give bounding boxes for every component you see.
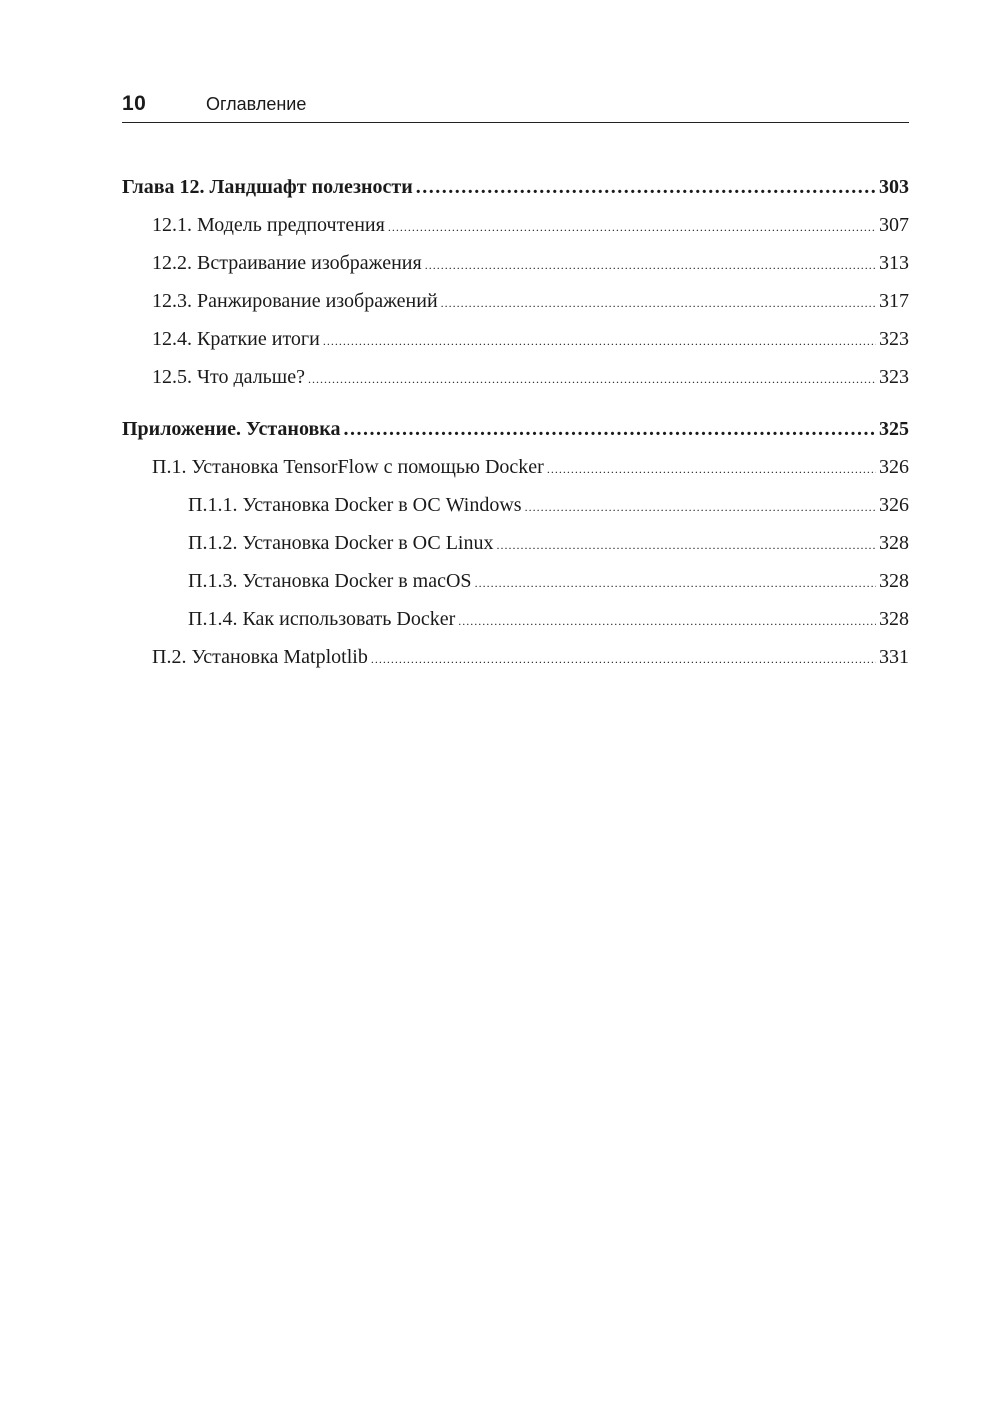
running-title: Оглавление: [206, 94, 307, 114]
toc-entry-title: 12.1. Модель предпочтения: [152, 214, 385, 236]
dot-leader: [308, 358, 876, 396]
toc-entry-title: Глава 12. Ландшафт полезности: [122, 176, 413, 198]
toc-entry-page: 331: [879, 646, 909, 668]
toc-entry[interactable]: [122, 320, 909, 358]
toc-entry-page: 325: [879, 418, 909, 440]
dot-leader: [475, 562, 876, 600]
toc-entry[interactable]: [122, 562, 909, 600]
toc-entry-page: 326: [879, 456, 909, 478]
dot-leader: [496, 524, 876, 562]
toc-chapter-entry[interactable]: [122, 410, 909, 448]
page-header: [122, 88, 909, 123]
toc-entry-title: 12.2. Встраивание изображения: [152, 252, 422, 274]
toc-entry-page: 328: [879, 532, 909, 554]
toc-entry-page: 313: [879, 252, 909, 274]
toc-entry[interactable]: [122, 244, 909, 282]
toc-section-appendix: [122, 410, 909, 676]
toc-entry-page: 307: [879, 214, 909, 236]
dot-leader: [371, 638, 876, 676]
dot-leader: [323, 320, 876, 358]
toc-entry-title: П.1. Установка TensorFlow с помощью Docker: [152, 456, 544, 478]
toc-entry[interactable]: [122, 282, 909, 320]
table-of-contents: [122, 168, 909, 676]
dot-leader: [343, 410, 876, 448]
toc-entry-page: 328: [879, 608, 909, 630]
toc-entry-title: 12.3. Ранжирование изображений: [152, 290, 438, 312]
dot-leader: [525, 486, 876, 524]
toc-chapter-entry[interactable]: [122, 168, 909, 206]
dot-leader: [547, 448, 876, 486]
toc-entry-title: П.2. Установка Matplotlib: [152, 646, 368, 668]
toc-entry[interactable]: [122, 600, 909, 638]
dot-leader: [416, 168, 876, 206]
toc-entry-title: П.1.3. Установка Docker в macOS: [188, 570, 472, 592]
toc-entry-title: Приложение. Установка: [122, 418, 341, 440]
dot-leader: [388, 206, 876, 244]
toc-entry-title: 12.4. Краткие итоги: [152, 328, 320, 350]
toc-entry-page: 323: [879, 328, 909, 350]
dot-leader: [441, 282, 876, 320]
page-number: 10: [122, 92, 147, 115]
toc-entry-page: 328: [879, 570, 909, 592]
toc-entry-page: 317: [879, 290, 909, 312]
dot-leader: [425, 244, 876, 282]
toc-entry-page: 323: [879, 366, 909, 388]
dot-leader: [458, 600, 876, 638]
toc-entry-page: 326: [879, 494, 909, 516]
toc-entry[interactable]: [122, 448, 909, 486]
toc-section-chapter-12: [122, 168, 909, 396]
toc-entry-page: 303: [879, 176, 909, 198]
toc-entry[interactable]: [122, 206, 909, 244]
toc-entry[interactable]: [122, 524, 909, 562]
toc-entry[interactable]: [122, 638, 909, 676]
toc-entry-title: П.1.1. Установка Docker в ОС Windows: [188, 494, 522, 516]
toc-entry-title: 12.5. Что дальше?: [152, 366, 305, 388]
toc-entry-title: П.1.4. Как использовать Docker: [188, 608, 456, 630]
toc-entry[interactable]: [122, 358, 909, 396]
toc-entry-title: П.1.2. Установка Docker в ОС Linux: [188, 532, 494, 554]
toc-entry[interactable]: [122, 486, 909, 524]
